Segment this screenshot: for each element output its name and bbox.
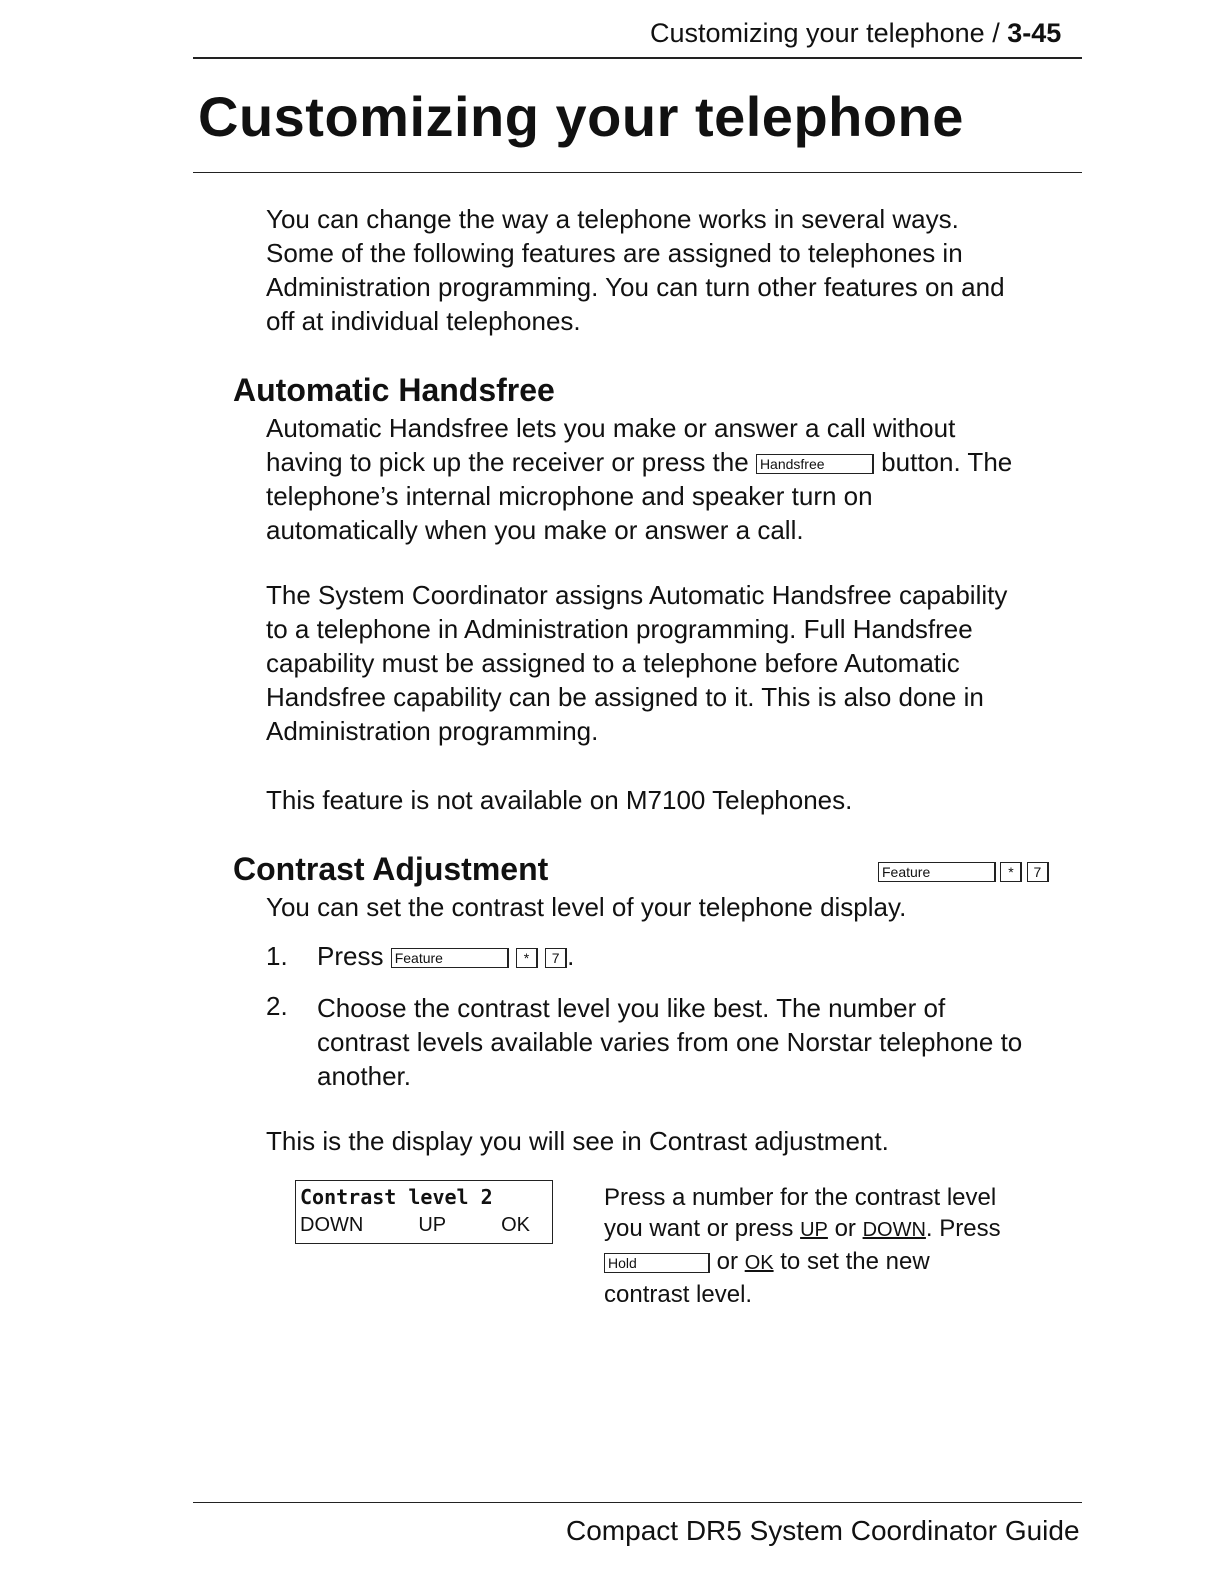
feature-key: Feature	[391, 948, 509, 968]
display-instructions: Press a number for the contrast level you want or press UP or DOWN. Press Hold or OK to set the new contrast level.	[604, 1184, 1001, 1308]
star-key: *	[516, 948, 538, 968]
down-softkey-ref: DOWN	[862, 1219, 926, 1241]
star-key: *	[1000, 862, 1022, 882]
running-header	[650, 18, 1082, 49]
softkey-ok[interactable]: OK	[501, 1214, 530, 1236]
footer-rule	[193, 1502, 1082, 1503]
feature-key: Feature	[878, 862, 996, 882]
header-rule	[193, 57, 1082, 59]
display-intro: This is the display you will see in Contrast adjustment.	[266, 1126, 889, 1156]
handsfree-paragraph-3: This feature is not available on M7100 Telephones.	[266, 785, 853, 815]
up-softkey-ref: UP	[800, 1219, 828, 1241]
handsfree-key: Handsfree	[756, 454, 874, 474]
heading-automatic-handsfree: Automatic Handsfree	[233, 372, 555, 408]
intro-paragraph: You can change the way a telephone works in several ways. Some of the following features are assigned to telephones in Administration programming. You can turn other features on and off at individual telephones.	[266, 204, 1005, 336]
title-rule	[193, 172, 1082, 173]
softkey-up[interactable]: UP	[418, 1214, 447, 1236]
step-1: Press Feature * 7 .	[317, 941, 575, 971]
hold-key: Hold	[604, 1253, 710, 1273]
step-1-number: 1.	[266, 941, 288, 971]
handsfree-paragraph-1: Automatic Handsfree lets you make or answer a call without having to pick up the receiver or press the Handsfree button. The telephone’s internal microphone and speaker turn on automatically when you make or answer a call.	[266, 413, 1013, 545]
page-number: 3-45	[1007, 18, 1062, 48]
step-2-number: 2.	[266, 991, 288, 1021]
display-softkeys	[300, 1211, 548, 1239]
step-2: Choose the contrast level you like best. The number of contrast levels available varies from one Norstar telephone to another.	[317, 993, 1023, 1091]
contrast-intro: You can set the contrast level of your telephone display.	[266, 892, 907, 922]
page-title: Customizing your telephone	[198, 85, 964, 148]
contrast-key-sequence	[878, 862, 1049, 882]
handsfree-paragraph-2: The System Coordinator assigns Automatic Handsfree capability to a telephone in Administration programming. Full Handsfree capability must be assigned to a telephone before Automatic Handsfree capability can be assigned to it. This is also done in Administration programming.	[266, 580, 1008, 746]
telephone-display	[295, 1180, 553, 1244]
softkey-down[interactable]: DOWN	[300, 1214, 364, 1236]
seven-key: 7	[1027, 862, 1049, 882]
running-title: Customizing your telephone /	[650, 18, 1000, 48]
display-line-1: Contrast level 2	[300, 1185, 493, 1209]
ok-softkey-ref: OK	[744, 1252, 774, 1274]
footer-title: Compact DR5 System Coordinator Guide	[566, 1515, 1080, 1546]
seven-key: 7	[545, 948, 567, 968]
heading-contrast-adjustment: Contrast Adjustment	[233, 851, 549, 887]
